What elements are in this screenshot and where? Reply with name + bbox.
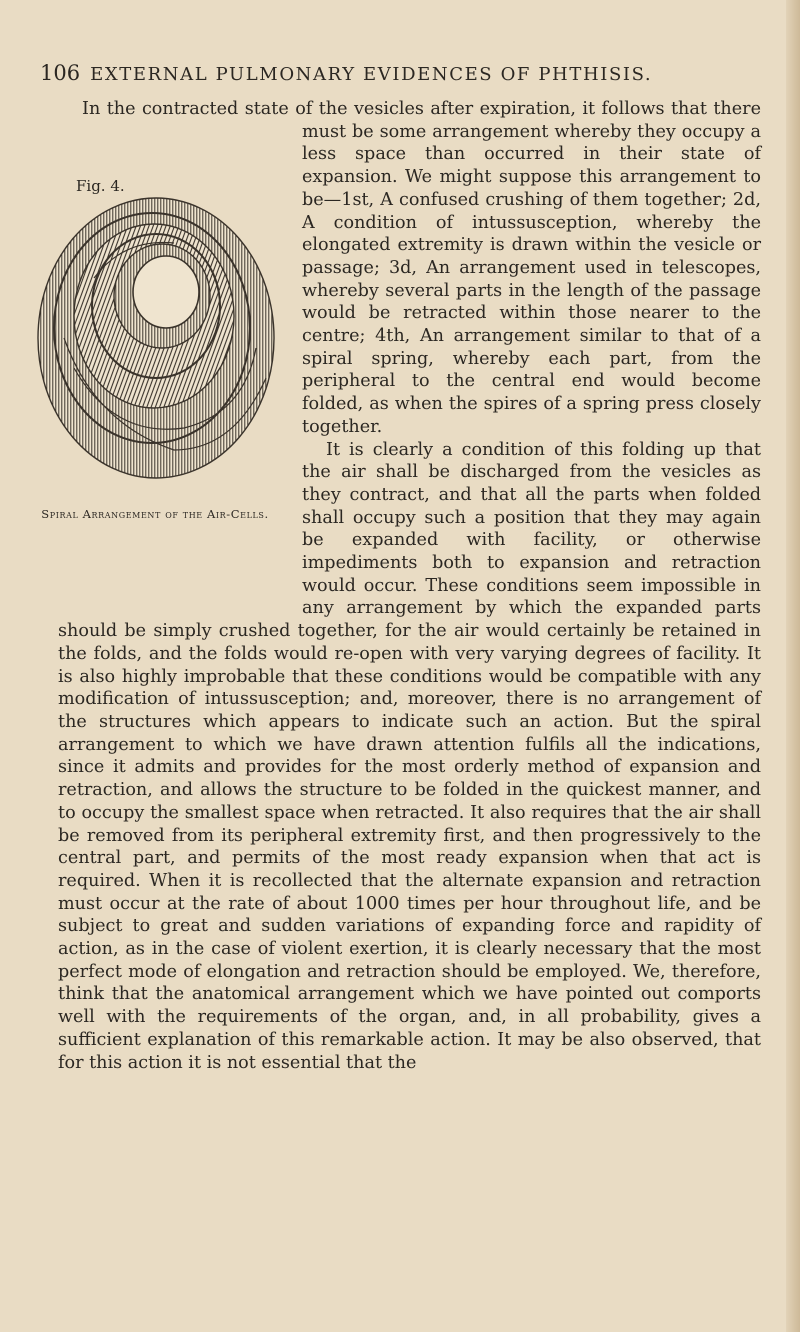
figure-4 (24, 98, 286, 598)
spiral-air-cells-icon (34, 188, 278, 488)
page-edge (786, 0, 800, 1332)
body-text (41, 98, 761, 1074)
paragraph-1: In the contracted state of the vesicles after expiration, it follows that there must be some arrangement whereby they occupy a less space than occurred in their state of expansion. We might suppose this arrangement to be—1st, A confused crushing of them together; 2d, A condition of intussusception, whereby the elongated extremity is drawn within the vesicle or passage; 3d, An arrangement used in telescopes, whereby several parts in the length of the passage would be retracted within those nearer to the centre; 4th, An arrangement similar to that of a spiral spring, whereby each part, from the peripheral to the central end would become folded, as when the spires of a spring press closely together. (82, 99, 761, 437)
running-head (40, 60, 760, 88)
figure-caption: Spiral Arrangement of the Air-Cells. (41, 507, 269, 521)
figure-label: Fig. 4. (76, 177, 125, 195)
paragraph-2: It is clearly a condition of this folding up that the air shall be discharged from the vesicles as they contract, and that all the parts when folded shall occupy such a position that they may again be expanded with facility, or otherwise impediments both to expansion and retraction would occur. These conditions seem impossible in any arrangement by which the expanded parts should be simply crushed together, for the air would certainly be retained in the folds, and the folds would re-open with very varying degrees of facility. It is also highly improbable that these conditions would be compatible with any modification of intussusception; and, moreover, there is no arrangement of the structures which appears to indicate such an action. But the spiral arrangement to which we have drawn attention fulfils all the indications, since it admits and provides for the most orderly method of expansion and retraction, and allows the structure to be folded in the quickest manner, and to occupy the smallest space when retracted. It also requires that the air shall be removed from its peripheral extremity first, and then progressively to the central part, and permits of the most ready expansion when that act is required. When it is recollected that the alternate expansion and retraction must occur at the rate of about 1000 times per hour throughout life, and be subject to great and sudden variations of expanding force and rapidity of action, as in the case of violent exertion, it is clearly necessary that the most perfect mode of elongation and retraction should be employed. We, therefore, think that the anatomical arrangement which we have pointed out comports well with the requirements of the organ, and, in all probability, gives a sufficient explanation of this remarkable action. It may be also observed, that for this action it is not essential that the (58, 439, 761, 1073)
running-title: EXTERNAL PULMONARY EVIDENCES OF PHTHISIS. (90, 64, 653, 85)
page-number: 106 (40, 61, 81, 85)
